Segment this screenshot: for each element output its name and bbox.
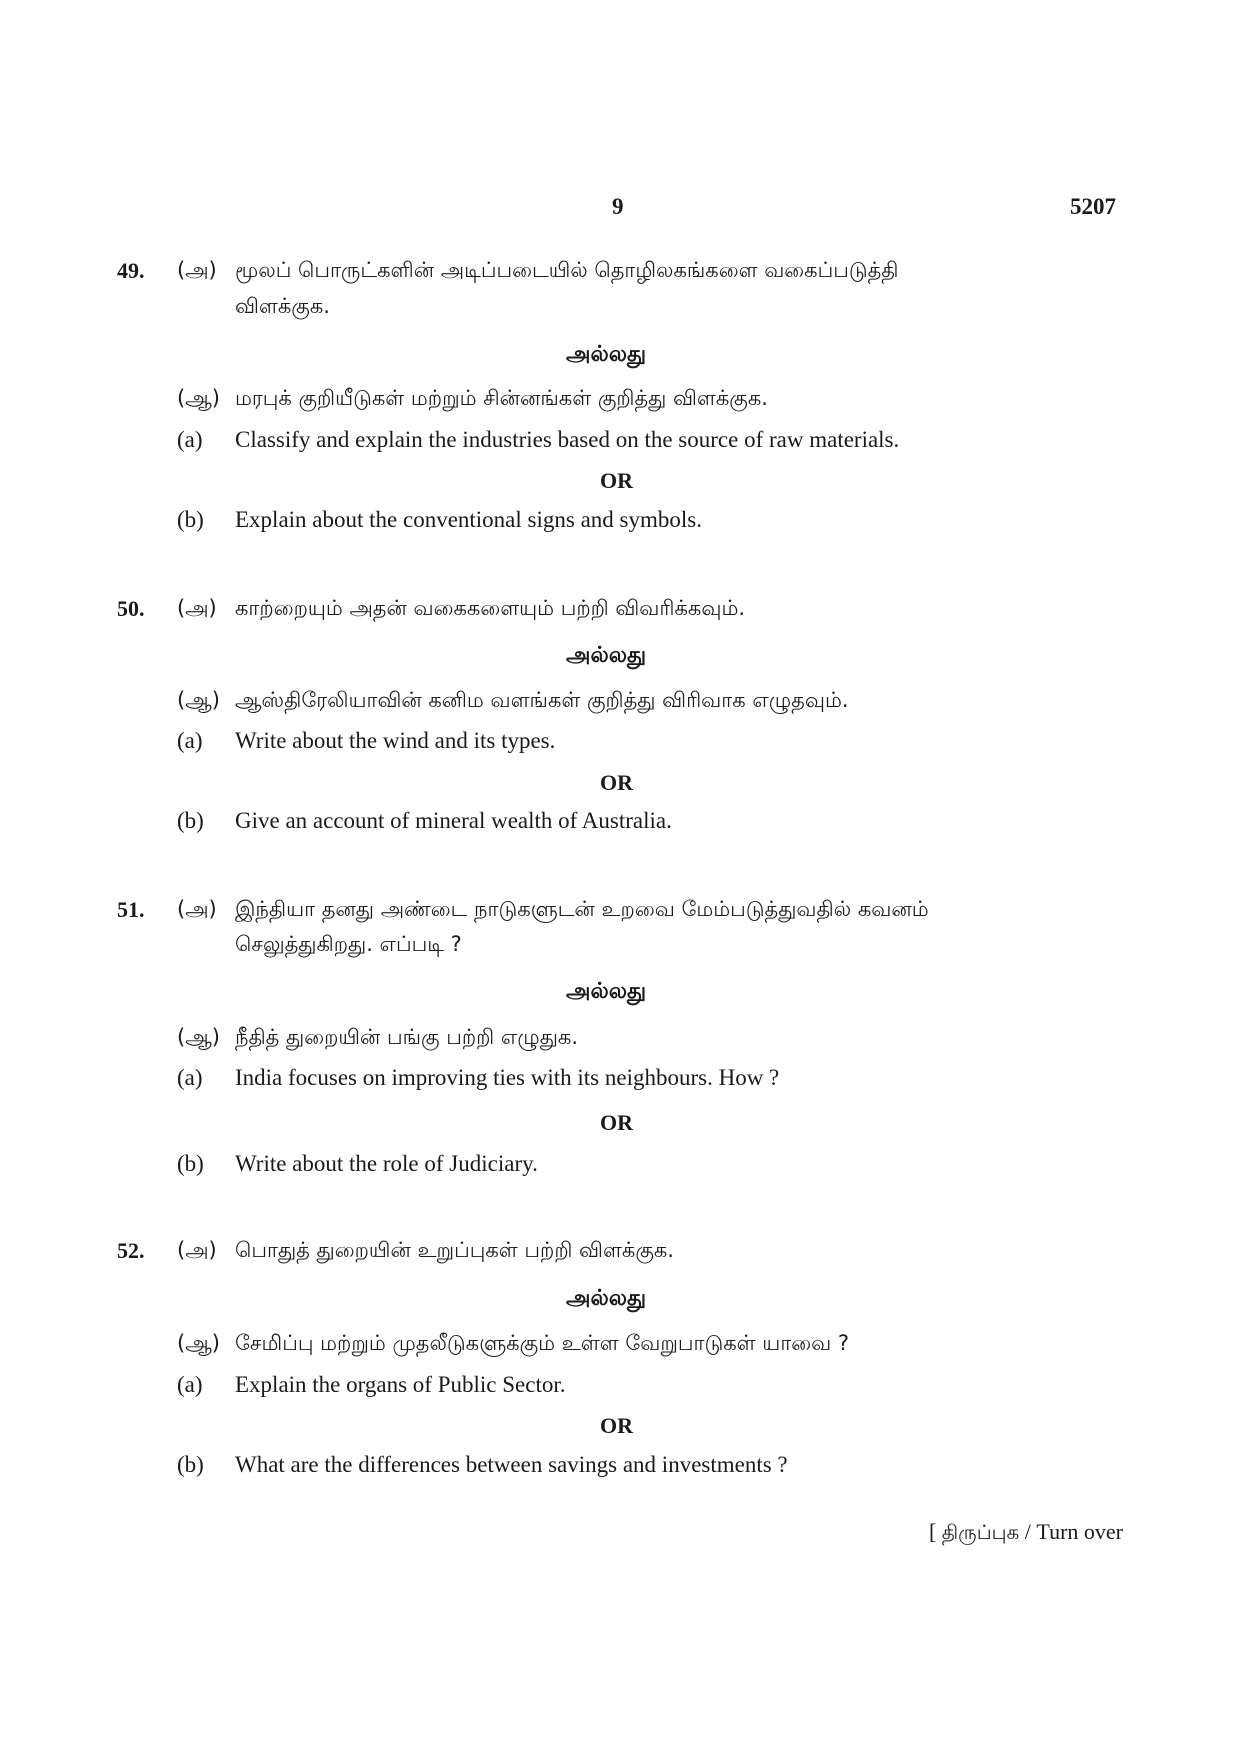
- en-or-separator: OR: [600, 468, 633, 493]
- footer-separator: /: [1024, 1519, 1031, 1544]
- en-option-b-text: Explain about the conventional signs and symbols.: [235, 507, 702, 532]
- ta-or-separator: அல்லது: [566, 643, 647, 668]
- ta-option-b-label: (ஆ): [177, 386, 220, 410]
- en-option-a-text: Classify and explain the industries based on the source of raw materials.: [235, 427, 900, 452]
- en-or-separator: OR: [600, 770, 633, 795]
- ta-option-b-text: மரபுக் குறியீடுகள் மற்றும் சின்னங்கள் குறித்து விளக்குக.: [235, 386, 768, 410]
- ta-option-a-text-cont: செலுத்துகிறது. எப்படி ?: [235, 932, 462, 956]
- en-option-a-label: (a): [177, 1065, 203, 1090]
- footer-bracket: [: [928, 1519, 937, 1544]
- ta-option-b-label: (ஆ): [177, 1331, 220, 1355]
- question-number: 49.: [117, 258, 145, 283]
- en-option-b-text: Give an account of mineral wealth of Australia.: [235, 808, 672, 833]
- ta-option-b-label: (ஆ): [177, 688, 220, 712]
- en-option-b-label: (b): [177, 1452, 204, 1477]
- ta-option-a-label: (அ): [177, 258, 217, 282]
- ta-option-a-text: மூலப் பொருட்களின் அடிப்படையில் தொழிலகங்களை வகைப்படுத்தி: [235, 258, 899, 282]
- en-option-a-label: (a): [177, 728, 203, 753]
- question-number: 52.: [117, 1238, 145, 1263]
- en-option-a-text: Explain the organs of Public Sector.: [235, 1372, 566, 1397]
- ta-option-a-text-cont: விளக்குக.: [235, 294, 330, 318]
- ta-option-a-label: (அ): [177, 1238, 217, 1262]
- en-option-b-label: (b): [177, 507, 204, 532]
- question-number: 50.: [117, 596, 145, 621]
- paper-code: 5207: [1070, 194, 1116, 219]
- en-option-a-label: (a): [177, 427, 203, 452]
- ta-option-a-label: (அ): [177, 596, 217, 620]
- en-option-a-text: India focuses on improving ties with its neighbours. How ?: [235, 1065, 780, 1090]
- question-number: 51.: [117, 897, 145, 922]
- en-or-separator: OR: [600, 1110, 633, 1135]
- ta-option-b-text: ஆஸ்திரேலியாவின் கனிம வளங்கள் குறித்து விரிவாக எழுதவும்.: [235, 688, 849, 712]
- ta-option-a-text: காற்றையும் அதன் வகைகளையும் பற்றி விவரிக்கவும்.: [235, 596, 746, 620]
- ta-option-b-label: (ஆ): [177, 1025, 220, 1049]
- page-number: 9: [612, 194, 624, 219]
- en-option-b-text: Write about the role of Judiciary.: [235, 1151, 538, 1176]
- ta-or-separator: அல்லது: [566, 979, 647, 1004]
- en-option-b-text: What are the differences between savings and investments ?: [235, 1452, 788, 1477]
- en-option-b-label: (b): [177, 1151, 204, 1176]
- en-option-a-label: (a): [177, 1372, 203, 1397]
- en-option-b-label: (b): [177, 808, 204, 833]
- en-option-a-text: Write about the wind and its types.: [235, 728, 556, 753]
- ta-option-a-text: பொதுத் துறையின் உறுப்புகள் பற்றி விளக்குக.: [235, 1238, 674, 1262]
- ta-option-b-text: சேமிப்பு மற்றும் முதலீடுகளுக்கும் உள்ள வேறுபாடுகள் யாவை ?: [235, 1331, 850, 1355]
- footer-en: Turn over: [1036, 1519, 1123, 1544]
- footer-ta: திருப்புக: [941, 1520, 1020, 1544]
- ta-option-a-label: (அ): [177, 897, 217, 921]
- turn-over-note: [929, 1519, 1123, 1547]
- ta-option-b-text: நீதித் துறையின் பங்கு பற்றி எழுதுக.: [235, 1025, 579, 1049]
- en-or-separator: OR: [600, 1413, 633, 1438]
- ta-or-separator: அல்லது: [566, 1286, 647, 1311]
- ta-option-a-text: இந்தியா தனது அண்டை நாடுகளுடன் உறவை மேம்படுத்துவதில் கவனம்: [235, 897, 929, 921]
- ta-or-separator: அல்லது: [566, 342, 647, 367]
